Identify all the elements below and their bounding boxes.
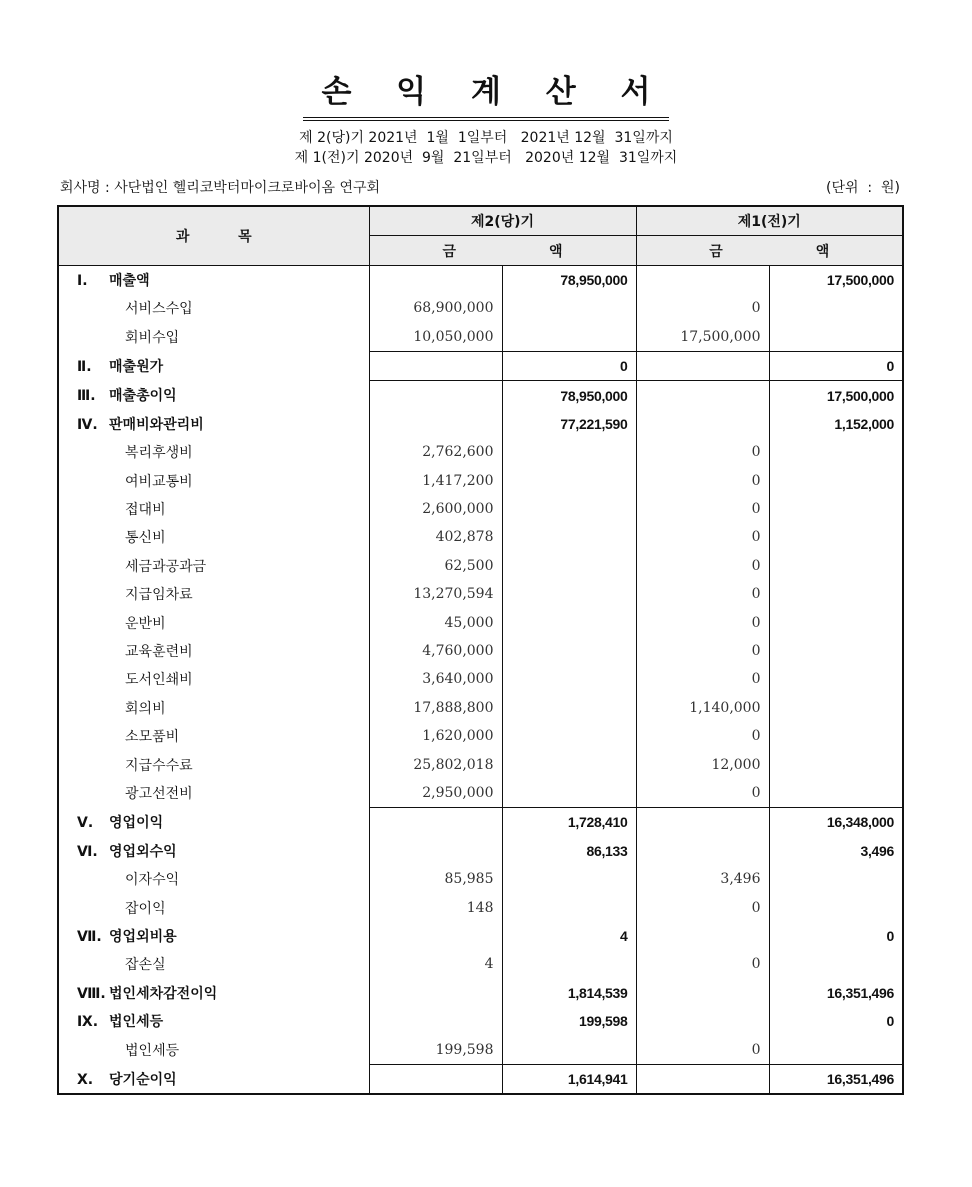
pri-total-cell: 16,351,496 (769, 1064, 903, 1094)
pri-detail-cell: 0 (636, 580, 769, 608)
pri-detail-cell: 1,140,000 (636, 694, 769, 722)
cur-total-cell (502, 294, 636, 322)
detail-row (58, 694, 903, 722)
account-label: 접대비 (125, 502, 166, 519)
pri-detail-cell: 0 (636, 893, 769, 921)
cur-detail-cell (369, 922, 502, 950)
account-label: 매출총이익 (109, 388, 177, 405)
cur-detail-cell (369, 1064, 502, 1094)
account-name (58, 722, 369, 750)
cur-detail-cell: 85,985 (369, 865, 502, 893)
header-amount-char: 금 (709, 243, 723, 260)
section-number: Ⅶ. (77, 928, 102, 945)
header-prior-period: 제1(전)기 (636, 206, 903, 236)
cur-detail-cell: 148 (369, 893, 502, 921)
section-row (58, 1007, 903, 1035)
cur-detail-cell: 1,417,200 (369, 467, 502, 495)
section-row (58, 381, 903, 410)
cur-total-cell: 1,814,539 (502, 979, 636, 1007)
company-name: 회사명 : 사단법인 헬리코박터마이크로바이옴 연구회 (60, 180, 381, 196)
pri-total-cell: 0 (769, 922, 903, 950)
section-number: Ⅸ. (77, 1014, 99, 1031)
account-label: 교육훈련비 (125, 644, 193, 661)
section-row (58, 265, 903, 294)
detail-row (58, 608, 903, 636)
cur-detail-cell (369, 979, 502, 1007)
pri-total-cell: 17,500,000 (769, 381, 903, 410)
period-current: 제 2(당)기 2021년 1월 1일부터 2021년 12월 31일까지 (299, 130, 673, 146)
pri-detail-cell (636, 808, 769, 837)
section-number: Ⅲ. (77, 388, 96, 405)
account-label: 회비수입 (125, 330, 180, 346)
section-row (58, 922, 903, 950)
section-row (58, 410, 903, 438)
account-label: 법인세차감전이익 (109, 985, 218, 1002)
account-name (58, 294, 369, 322)
cur-total-cell (502, 1035, 636, 1064)
account-label: 매출원가 (109, 359, 164, 376)
cur-total-cell: 77,221,590 (502, 410, 636, 438)
pri-total-cell (769, 523, 903, 551)
account-label: 당기순이익 (109, 1071, 177, 1088)
header-amount-char: 액 (548, 243, 563, 260)
header-prior-amount (636, 236, 903, 265)
account-name (58, 893, 369, 921)
cur-total-cell (502, 323, 636, 352)
account-name (58, 637, 369, 665)
account-name (58, 665, 369, 693)
cur-detail-cell (369, 837, 502, 865)
cur-total-cell (502, 495, 636, 523)
detail-row (58, 552, 903, 580)
cur-total-cell: 1,614,941 (502, 1064, 636, 1094)
pri-total-cell (769, 552, 903, 580)
pri-detail-cell (636, 1007, 769, 1035)
account-name (58, 779, 369, 808)
account-name (58, 351, 369, 380)
account-label: 이자수익 (125, 872, 180, 889)
pri-total-cell: 16,348,000 (769, 808, 903, 837)
account-name (58, 1064, 369, 1094)
detail-row (58, 467, 903, 495)
detail-row (58, 495, 903, 523)
detail-row (58, 523, 903, 551)
account-name (58, 865, 369, 893)
section-number: Ⅷ. (77, 985, 106, 1002)
pri-detail-cell (636, 265, 769, 294)
account-label: 영업외수익 (109, 843, 177, 860)
cur-total-cell (502, 694, 636, 722)
section-row (58, 837, 903, 865)
cur-detail-cell: 2,950,000 (369, 779, 502, 808)
pri-detail-cell: 0 (636, 722, 769, 750)
cur-total-cell (502, 865, 636, 893)
pri-detail-cell: 0 (636, 950, 769, 978)
account-name (58, 410, 369, 438)
account-label: 법인세등 (109, 1014, 164, 1031)
pri-total-cell (769, 323, 903, 352)
cur-detail-cell: 199,598 (369, 1035, 502, 1064)
account-name (58, 580, 369, 608)
account-name (58, 750, 369, 778)
pri-detail-cell: 0 (636, 523, 769, 551)
cur-detail-cell: 402,878 (369, 523, 502, 551)
detail-row (58, 637, 903, 665)
pri-total-cell (769, 722, 903, 750)
detail-row (58, 750, 903, 778)
cur-total-cell: 1,728,410 (502, 808, 636, 837)
cur-total-cell: 0 (502, 351, 636, 380)
cur-detail-cell: 2,762,600 (369, 438, 502, 466)
pri-total-cell (769, 779, 903, 808)
account-name (58, 979, 369, 1007)
pri-detail-cell (636, 922, 769, 950)
cur-total-cell: 86,133 (502, 837, 636, 865)
detail-row (58, 580, 903, 608)
pri-detail-cell: 0 (636, 637, 769, 665)
pri-total-cell: 0 (769, 351, 903, 380)
pri-total-cell (769, 1035, 903, 1064)
document-title: 손 익 계 산 서 (303, 72, 670, 121)
detail-row (58, 323, 903, 352)
pri-total-cell: 1,152,000 (769, 410, 903, 438)
account-name (58, 467, 369, 495)
pri-total-cell (769, 893, 903, 921)
section-number: Ⅱ. (77, 359, 92, 376)
section-row (58, 979, 903, 1007)
pri-total-cell (769, 950, 903, 978)
cur-total-cell (502, 893, 636, 921)
cur-total-cell (502, 637, 636, 665)
account-label: 서비스수입 (125, 301, 193, 318)
cur-detail-cell (369, 410, 502, 438)
income-statement-table (57, 205, 904, 1095)
pri-total-cell: 3,496 (769, 837, 903, 865)
statement-body (58, 265, 903, 1094)
cur-detail-cell: 3,640,000 (369, 665, 502, 693)
pri-total-cell (769, 865, 903, 893)
pri-detail-cell: 3,496 (636, 865, 769, 893)
pri-total-cell: 16,351,496 (769, 979, 903, 1007)
cur-detail-cell (369, 381, 502, 410)
cur-total-cell (502, 950, 636, 978)
cur-detail-cell (369, 808, 502, 837)
account-name (58, 608, 369, 636)
pri-total-cell (769, 665, 903, 693)
account-name (58, 1007, 369, 1035)
account-name (58, 552, 369, 580)
detail-row (58, 438, 903, 466)
account-label: 세금과공과금 (125, 558, 207, 575)
period-prior: 제 1(전)기 2020년 9월 21일부터 2020년 12월 31일까지 (294, 150, 678, 166)
pri-detail-cell (636, 410, 769, 438)
cur-detail-cell: 17,888,800 (369, 694, 502, 722)
cur-detail-cell: 68,900,000 (369, 294, 502, 322)
pri-total-cell: 0 (769, 1007, 903, 1035)
section-row (58, 351, 903, 380)
detail-row (58, 722, 903, 750)
pri-detail-cell: 0 (636, 294, 769, 322)
account-label: 영업외비용 (109, 928, 177, 945)
section-number: Ⅴ. (77, 815, 94, 832)
account-name (58, 265, 369, 294)
section-number: Ⅵ. (77, 843, 98, 860)
pri-total-cell (769, 637, 903, 665)
account-label: 복리후생비 (125, 445, 193, 462)
detail-row (58, 865, 903, 893)
unit-label: (단위 : 원) (825, 180, 900, 196)
account-label: 잡이익 (125, 900, 166, 917)
section-number: Ⅹ. (77, 1071, 94, 1088)
account-label: 매출액 (109, 272, 150, 289)
cur-total-cell: 199,598 (502, 1007, 636, 1035)
section-number: Ⅳ. (77, 416, 98, 433)
detail-row (58, 893, 903, 921)
cur-total-cell: 4 (502, 922, 636, 950)
pri-total-cell (769, 750, 903, 778)
account-label: 지급임차료 (125, 587, 193, 604)
account-name (58, 950, 369, 978)
account-name (58, 694, 369, 722)
account-label: 여비교통비 (125, 473, 193, 490)
detail-row (58, 294, 903, 322)
header-amount-char: 액 (815, 243, 830, 260)
period-lines (0, 128, 972, 168)
account-name (58, 523, 369, 551)
cur-total-cell (502, 467, 636, 495)
account-label: 통신비 (125, 530, 166, 547)
detail-row (58, 665, 903, 693)
section-row (58, 1064, 903, 1094)
account-name (58, 323, 369, 352)
pri-detail-cell: 0 (636, 467, 769, 495)
cur-detail-cell: 25,802,018 (369, 750, 502, 778)
detail-row (58, 950, 903, 978)
cur-detail-cell (369, 265, 502, 294)
pri-total-cell (769, 294, 903, 322)
account-label: 지급수수료 (125, 757, 193, 774)
account-label: 법인세등 (125, 1042, 180, 1059)
pri-detail-cell: 0 (636, 665, 769, 693)
pri-detail-cell: 0 (636, 1035, 769, 1064)
pri-total-cell: 17,500,000 (769, 265, 903, 294)
pri-total-cell (769, 580, 903, 608)
pri-detail-cell (636, 1064, 769, 1094)
header-amount-char: 금 (442, 243, 457, 260)
cur-detail-cell: 45,000 (369, 608, 502, 636)
cur-detail-cell: 13,270,594 (369, 580, 502, 608)
pri-detail-cell (636, 837, 769, 865)
pri-detail-cell: 0 (636, 495, 769, 523)
pri-detail-cell (636, 979, 769, 1007)
account-name (58, 837, 369, 865)
account-name (58, 808, 369, 837)
pri-total-cell (769, 694, 903, 722)
cur-total-cell: 78,950,000 (502, 381, 636, 410)
cur-detail-cell: 2,600,000 (369, 495, 502, 523)
pri-total-cell (769, 495, 903, 523)
cur-total-cell (502, 580, 636, 608)
cur-detail-cell: 4 (369, 950, 502, 978)
account-label: 판매비와관리비 (109, 416, 204, 433)
cur-detail-cell: 62,500 (369, 552, 502, 580)
account-name (58, 381, 369, 410)
account-name (58, 438, 369, 466)
pri-detail-cell: 0 (636, 438, 769, 466)
cur-detail-cell: 1,620,000 (369, 722, 502, 750)
header-current-amount (369, 236, 636, 265)
detail-row (58, 1035, 903, 1064)
cur-detail-cell: 10,050,000 (369, 323, 502, 352)
pri-total-cell (769, 608, 903, 636)
pri-detail-cell (636, 351, 769, 380)
cur-detail-cell (369, 1007, 502, 1035)
section-row (58, 808, 903, 837)
account-label: 소모품비 (125, 729, 180, 746)
cur-detail-cell (369, 351, 502, 380)
cur-total-cell (502, 523, 636, 551)
account-label: 광고선전비 (125, 786, 193, 803)
account-name (58, 495, 369, 523)
pri-detail-cell: 0 (636, 552, 769, 580)
cur-total-cell (502, 722, 636, 750)
cur-total-cell (502, 665, 636, 693)
cur-total-cell: 78,950,000 (502, 265, 636, 294)
cur-total-cell (502, 750, 636, 778)
section-number: Ⅰ. (77, 272, 88, 289)
account-label: 영업이익 (109, 815, 164, 832)
cur-total-cell (502, 438, 636, 466)
account-name (58, 1035, 369, 1064)
detail-row (58, 779, 903, 808)
pri-detail-cell (636, 381, 769, 410)
pri-total-cell (769, 467, 903, 495)
pri-detail-cell: 12,000 (636, 750, 769, 778)
pri-total-cell (769, 438, 903, 466)
account-label: 도서인쇄비 (125, 672, 193, 689)
account-label: 회의비 (125, 700, 166, 717)
account-name (58, 922, 369, 950)
pri-detail-cell: 0 (636, 608, 769, 636)
account-label: 잡손실 (125, 957, 166, 974)
cur-detail-cell: 4,760,000 (369, 637, 502, 665)
pri-detail-cell: 0 (636, 779, 769, 808)
cur-total-cell (502, 608, 636, 636)
header-subject: 과 목 (58, 206, 369, 265)
header-current-period: 제2(당)기 (369, 206, 636, 236)
cur-total-cell (502, 779, 636, 808)
account-label: 운반비 (125, 615, 166, 632)
pri-detail-cell: 17,500,000 (636, 323, 769, 352)
cur-total-cell (502, 552, 636, 580)
